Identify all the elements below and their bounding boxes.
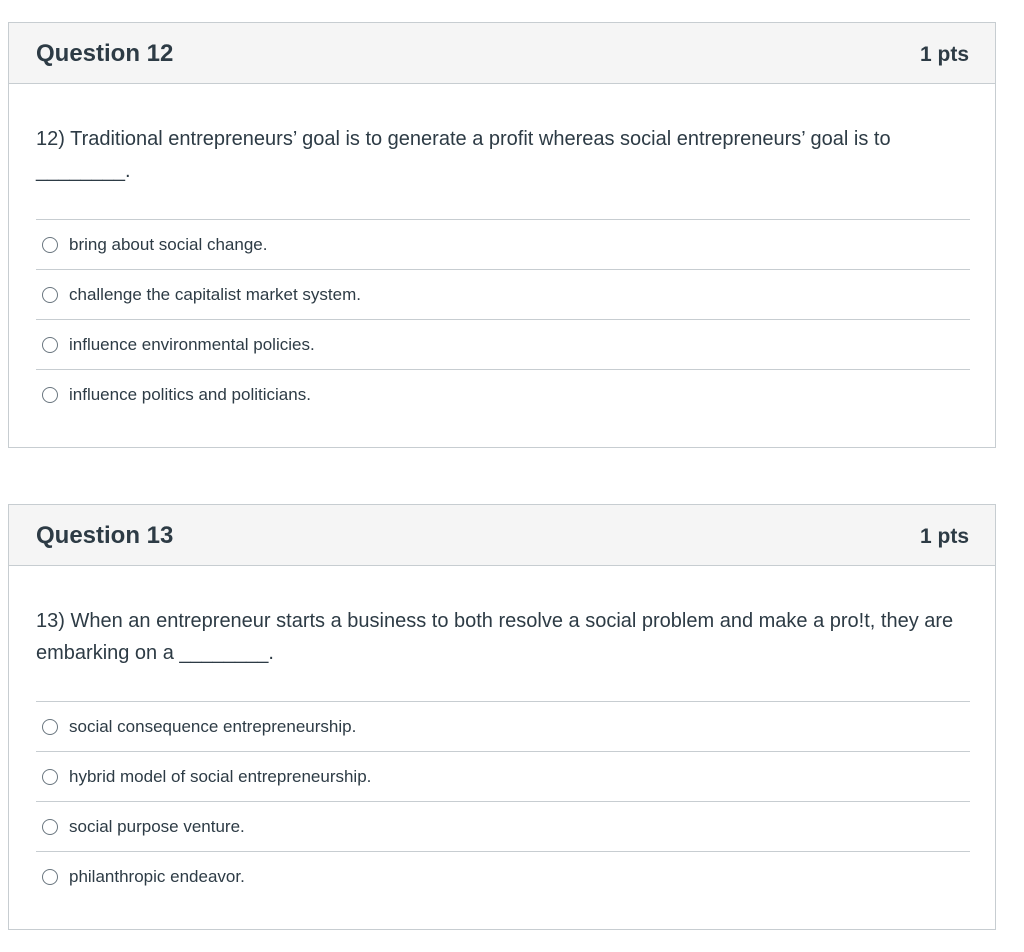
answer-label[interactable]: influence politics and politicians. <box>69 384 311 404</box>
answer-option[interactable] <box>36 701 970 751</box>
answer-list <box>36 701 970 901</box>
answer-label[interactable]: challenge the capitalist market system. <box>69 284 361 304</box>
answer-label[interactable]: bring about social change. <box>69 234 268 254</box>
answer-option[interactable] <box>36 751 970 801</box>
question-points: 1 pts <box>919 525 969 548</box>
answer-label[interactable]: social consequence entrepreneurship. <box>69 716 357 736</box>
answer-option[interactable] <box>36 851 970 901</box>
radio-button[interactable] <box>42 237 58 253</box>
answer-option[interactable] <box>36 369 970 419</box>
question-12 <box>8 22 996 448</box>
answer-label[interactable]: philanthropic endeavor. <box>69 866 245 886</box>
question-text: 12) Traditional entrepreneurs’ goal is to generate a profit whereas social entrepreneurs’ goal is to ________. <box>36 128 891 182</box>
answer-label[interactable]: hybrid model of social entrepreneurship. <box>69 766 372 786</box>
question-title: Question 13 <box>36 522 174 549</box>
radio-button[interactable] <box>42 869 58 885</box>
radio-button[interactable] <box>42 819 58 835</box>
radio-button[interactable] <box>42 769 58 785</box>
radio-button[interactable] <box>42 337 58 353</box>
question-text: 13) When an entrepreneur starts a business to both resolve a social problem and make a pro!t, they are embarking on a ________. <box>36 610 954 664</box>
answer-option[interactable] <box>36 269 970 319</box>
answer-label[interactable]: social purpose venture. <box>69 816 245 836</box>
question-header <box>9 505 995 566</box>
answer-option[interactable] <box>36 319 970 369</box>
question-header <box>9 23 995 84</box>
answer-list <box>36 219 970 419</box>
answer-label[interactable]: influence environmental policies. <box>69 334 315 354</box>
question-points: 1 pts <box>919 43 969 66</box>
radio-button[interactable] <box>42 387 58 403</box>
question-13 <box>8 504 996 930</box>
answer-option[interactable] <box>36 801 970 851</box>
radio-button[interactable] <box>42 719 58 735</box>
question-title: Question 12 <box>36 40 174 67</box>
radio-button[interactable] <box>42 287 58 303</box>
answer-option[interactable] <box>36 219 970 269</box>
